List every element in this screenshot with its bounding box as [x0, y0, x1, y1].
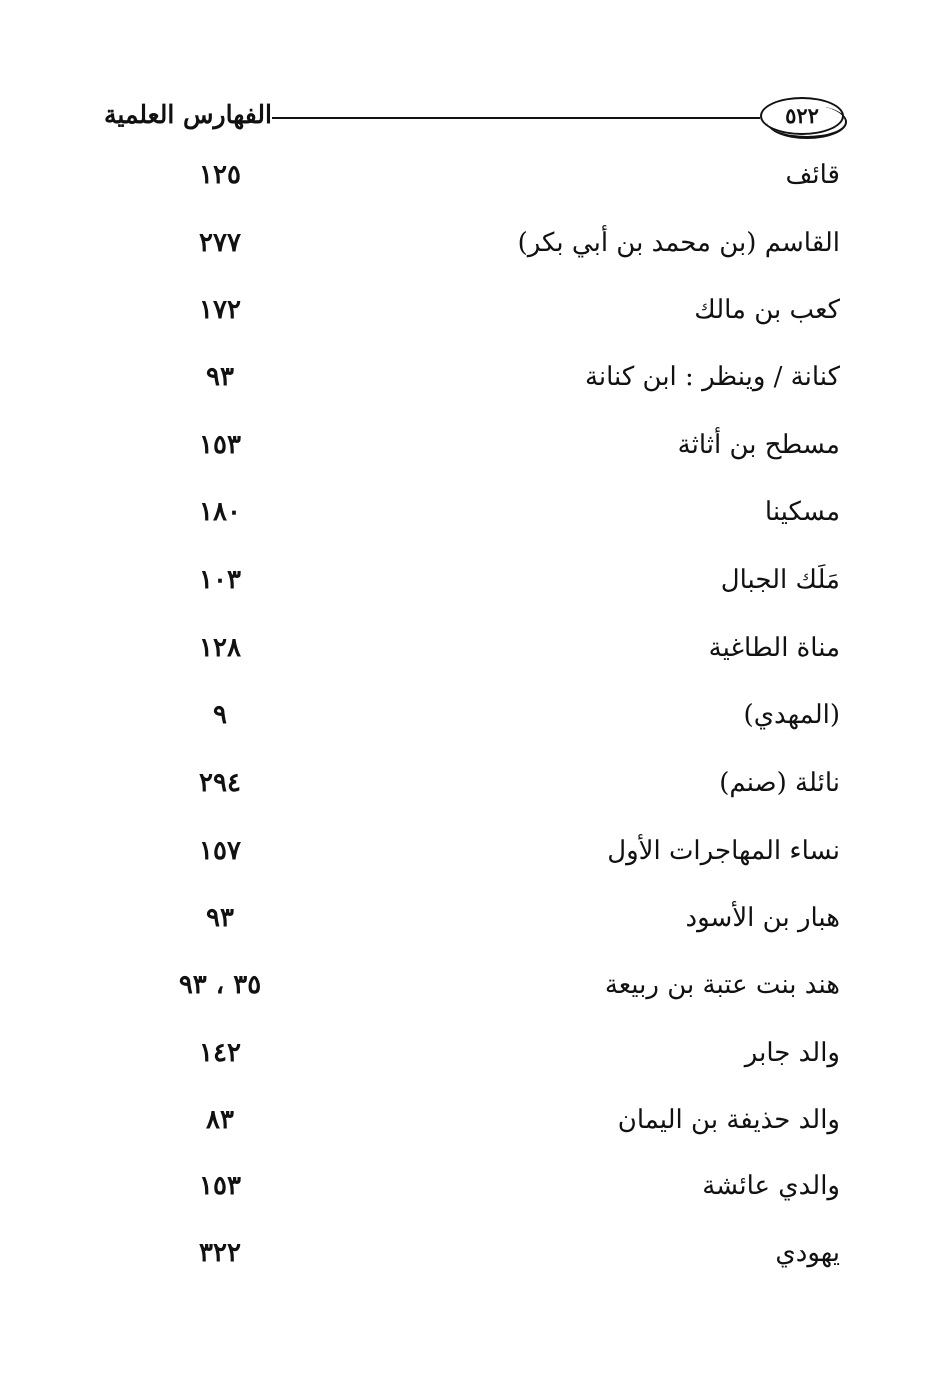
index-entry — [150, 1163, 840, 1209]
entry-name: نائلة (صنم) — [719, 768, 840, 798]
entry-page-number: ٣٢٢ — [199, 1238, 241, 1268]
entry-page-number: ٩٣ — [206, 362, 234, 392]
entry-name: كعب بن مالك — [694, 295, 840, 325]
index-entry — [150, 828, 840, 874]
index-entry — [150, 220, 840, 266]
entry-name: والدي عائشة — [702, 1171, 840, 1201]
entry-page-number: ١٤٢ — [199, 1038, 241, 1068]
entry-name: القاسم (بن محمد بن أبي بكر) — [517, 228, 840, 258]
entry-name: مسطح بن أثاثة — [677, 430, 840, 460]
index-entry — [150, 354, 840, 400]
index-entry — [150, 557, 840, 603]
index-entry — [150, 152, 840, 198]
entry-page-number: ٩٣ — [206, 903, 234, 933]
entry-name: والد جابر — [744, 1038, 840, 1068]
entry-name: (المهدي) — [743, 700, 840, 730]
index-entry — [150, 1030, 840, 1076]
entry-page-number: ١٢٨ — [199, 633, 241, 663]
entry-name: هند بنت عتبة بن ربيعة — [604, 970, 840, 1000]
entry-name: والد حذيفة بن اليمان — [617, 1105, 840, 1135]
entry-page-number: ١٥٧ — [199, 836, 241, 866]
index-entry — [150, 625, 840, 671]
entry-page-number: ١٧٢ — [199, 295, 241, 325]
entry-page-number: ١٨٠ — [199, 497, 241, 527]
index-entry — [150, 760, 840, 806]
index-entry — [150, 962, 840, 1008]
entry-name: هبار بن الأسود — [685, 903, 840, 933]
index-entry — [150, 1097, 840, 1143]
entry-name: نساء المهاجرات الأول — [607, 836, 840, 866]
running-title: الفهارس العلمية — [104, 100, 272, 129]
index-entry — [150, 692, 840, 738]
entry-name: كنانة / وينظر : ابن كنانة — [584, 362, 840, 392]
index-entry — [150, 287, 840, 333]
entry-page-number: ٨٣ — [206, 1105, 234, 1135]
entry-page-number: ٣٥ ، ٩٣ — [178, 970, 262, 1000]
entry-page-number: ٢٧٧ — [199, 228, 241, 258]
entry-name: مناة الطاغية — [708, 633, 840, 663]
index-entry — [150, 895, 840, 941]
entry-name: قائف — [785, 160, 840, 190]
entry-page-number: ١٢٥ — [199, 160, 241, 190]
entry-name: يهودي — [775, 1238, 840, 1268]
entry-page-number: ٢٩٤ — [199, 768, 241, 798]
index-entry — [150, 422, 840, 468]
entry-page-number: ٩ — [213, 700, 227, 730]
entry-name: مَلَك الجبال — [720, 565, 840, 595]
entry-name: مسكينا — [764, 497, 840, 527]
entry-page-number: ١٠٣ — [199, 565, 241, 595]
index-entry — [150, 489, 840, 535]
entry-page-number: ١٥٣ — [199, 1171, 241, 1201]
index-entry — [150, 1230, 840, 1276]
entry-page-number: ١٥٣ — [199, 430, 241, 460]
page-number: ٥٢٢ — [760, 97, 844, 135]
